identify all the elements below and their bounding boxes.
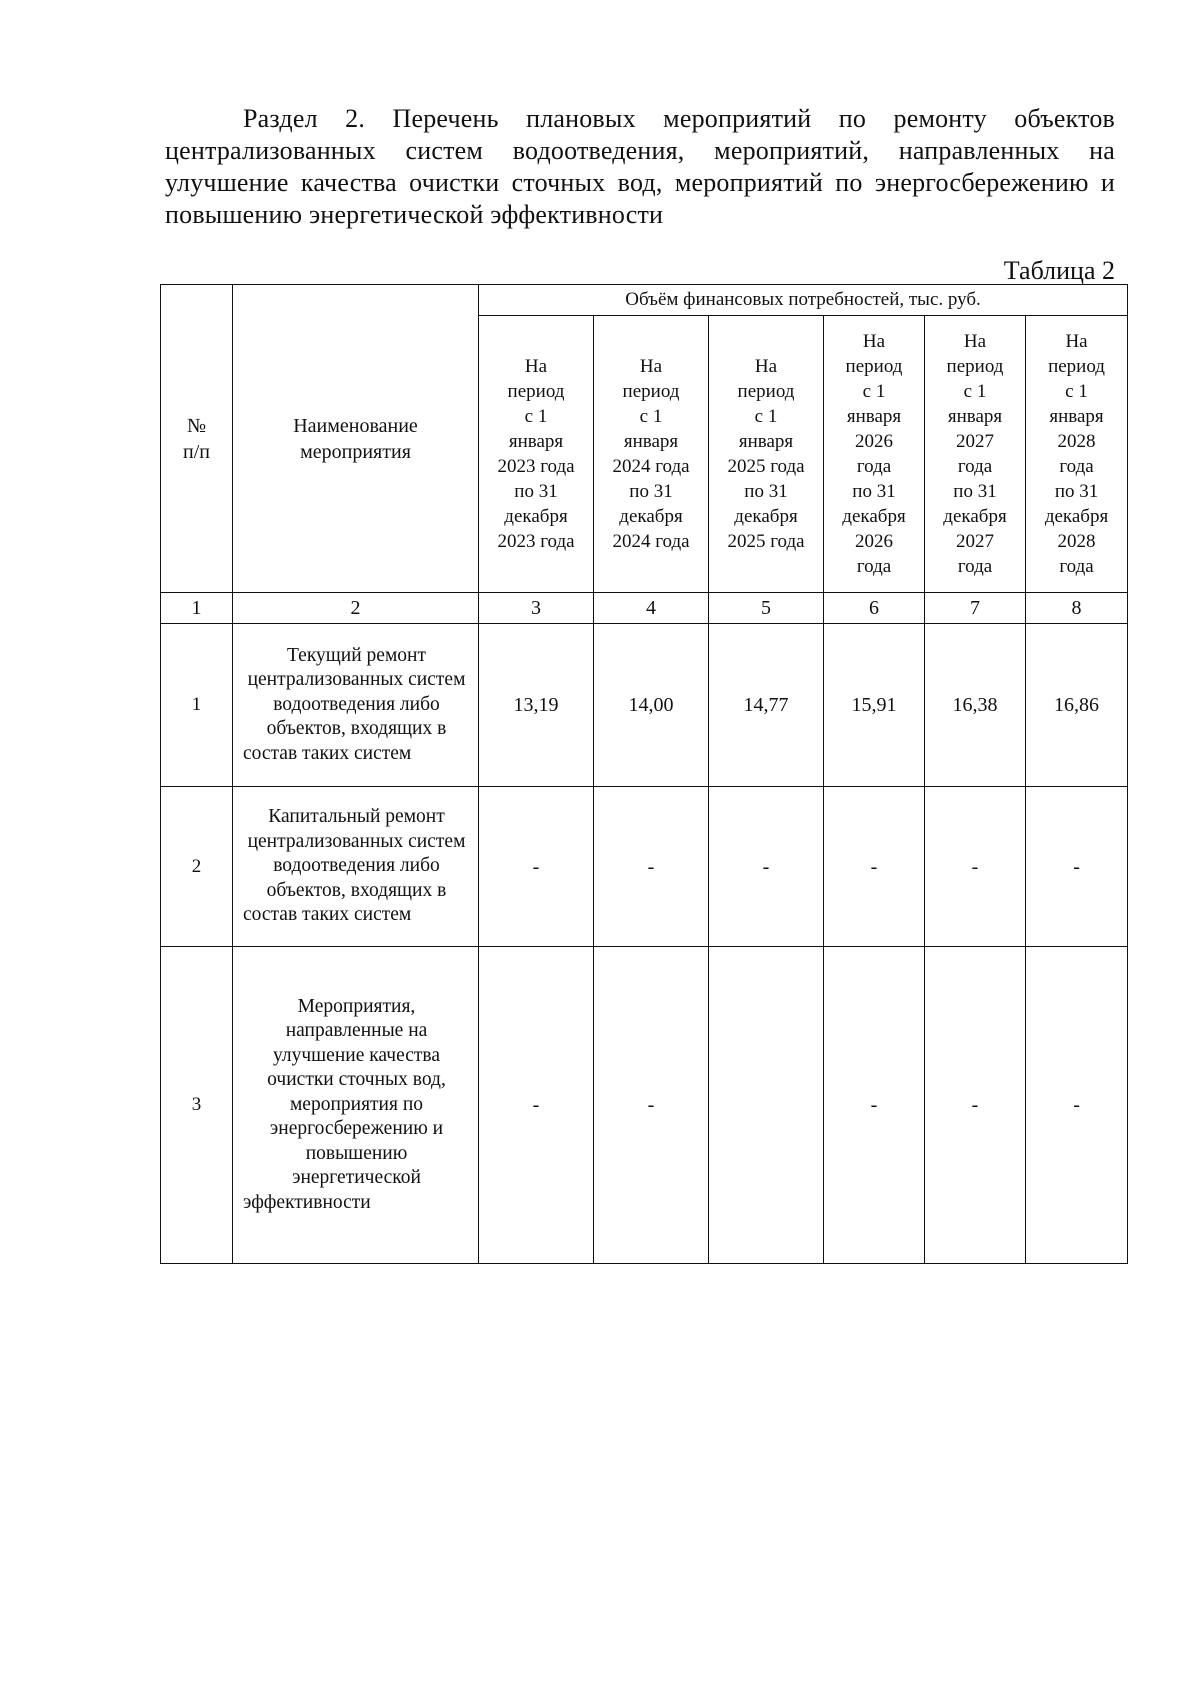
value-2025: 14,77: [709, 624, 824, 787]
activity-name: Мероприятия, направленные на улучшение качества очистки сточных вод, мероприятия по энергосбережению и повышению энергетической эффективности: [233, 947, 479, 1264]
value-2023: -: [479, 947, 594, 1264]
header-period-2026: На период с 1 января 2026 года по 31 декабря 2026 года: [824, 316, 925, 593]
column-index: 8: [1026, 593, 1128, 624]
row-number: 2: [161, 787, 233, 947]
header-period-2024: На период с 1 января 2024 года по 31 декабря 2024 года: [594, 316, 709, 593]
table-row: [161, 947, 1128, 1264]
header-period-2025: На период с 1 января 2025 года по 31 декабря 2025 года: [709, 316, 824, 593]
header-period-2028: На период с 1 января 2028 года по 31 декабря 2028 года: [1026, 316, 1128, 593]
column-index: 5: [709, 593, 824, 624]
row-number: 1: [161, 624, 233, 787]
value-2027: -: [925, 787, 1026, 947]
column-index: 2: [233, 593, 479, 624]
header-financial-group: Объём финансовых потребностей, тыс. руб.: [479, 285, 1128, 316]
value-2025: -: [709, 787, 824, 947]
financial-needs-table: [160, 284, 1128, 1264]
table-caption: Таблица 2: [1003, 256, 1115, 285]
value-2028: 16,86: [1026, 624, 1128, 787]
activity-name: Текущий ремонт централизованных систем водоотведения либо объектов, входящих в состав таких систем: [233, 624, 479, 787]
value-2028: -: [1026, 787, 1128, 947]
value-2026: -: [824, 947, 925, 1264]
value-2023: -: [479, 787, 594, 947]
value-2024: 14,00: [594, 624, 709, 787]
value-2025: [709, 947, 824, 1264]
value-2027: -: [925, 947, 1026, 1264]
activity-name: Капитальный ремонт централизованных систем водоотведения либо объектов, входящих в состав таких систем: [233, 787, 479, 947]
section-title: Раздел 2. Перечень плановых мероприятий по ремонту объектов централизованных систем водоотведения, мероприятий, направленных на улучшение качества очистки сточных вод, мероприятий по энергосбережению и повышению энергетической эффективности: [165, 104, 1115, 229]
header-period-2027: На период с 1 января 2027 года по 31 декабря 2027 года: [925, 316, 1026, 593]
column-index-row: [161, 593, 1128, 624]
value-2028: -: [1026, 947, 1128, 1264]
value-2023: 13,19: [479, 624, 594, 787]
value-2026: 15,91: [824, 624, 925, 787]
column-index: 4: [594, 593, 709, 624]
value-2026: -: [824, 787, 925, 947]
row-number: 3: [161, 947, 233, 1264]
column-index: 1: [161, 593, 233, 624]
table-row: [161, 787, 1128, 947]
column-index: 6: [824, 593, 925, 624]
value-2024: -: [594, 787, 709, 947]
value-2024: -: [594, 947, 709, 1264]
value-2027: 16,38: [925, 624, 1026, 787]
column-index: 7: [925, 593, 1026, 624]
table-row: [161, 624, 1128, 787]
header-period-2023: На период с 1 января 2023 года по 31 декабря 2023 года: [479, 316, 594, 593]
header-row: [161, 285, 1128, 316]
column-index: 3: [479, 593, 594, 624]
header-num: № п/п: [161, 285, 233, 593]
header-name: Наименование мероприятия: [233, 285, 479, 593]
